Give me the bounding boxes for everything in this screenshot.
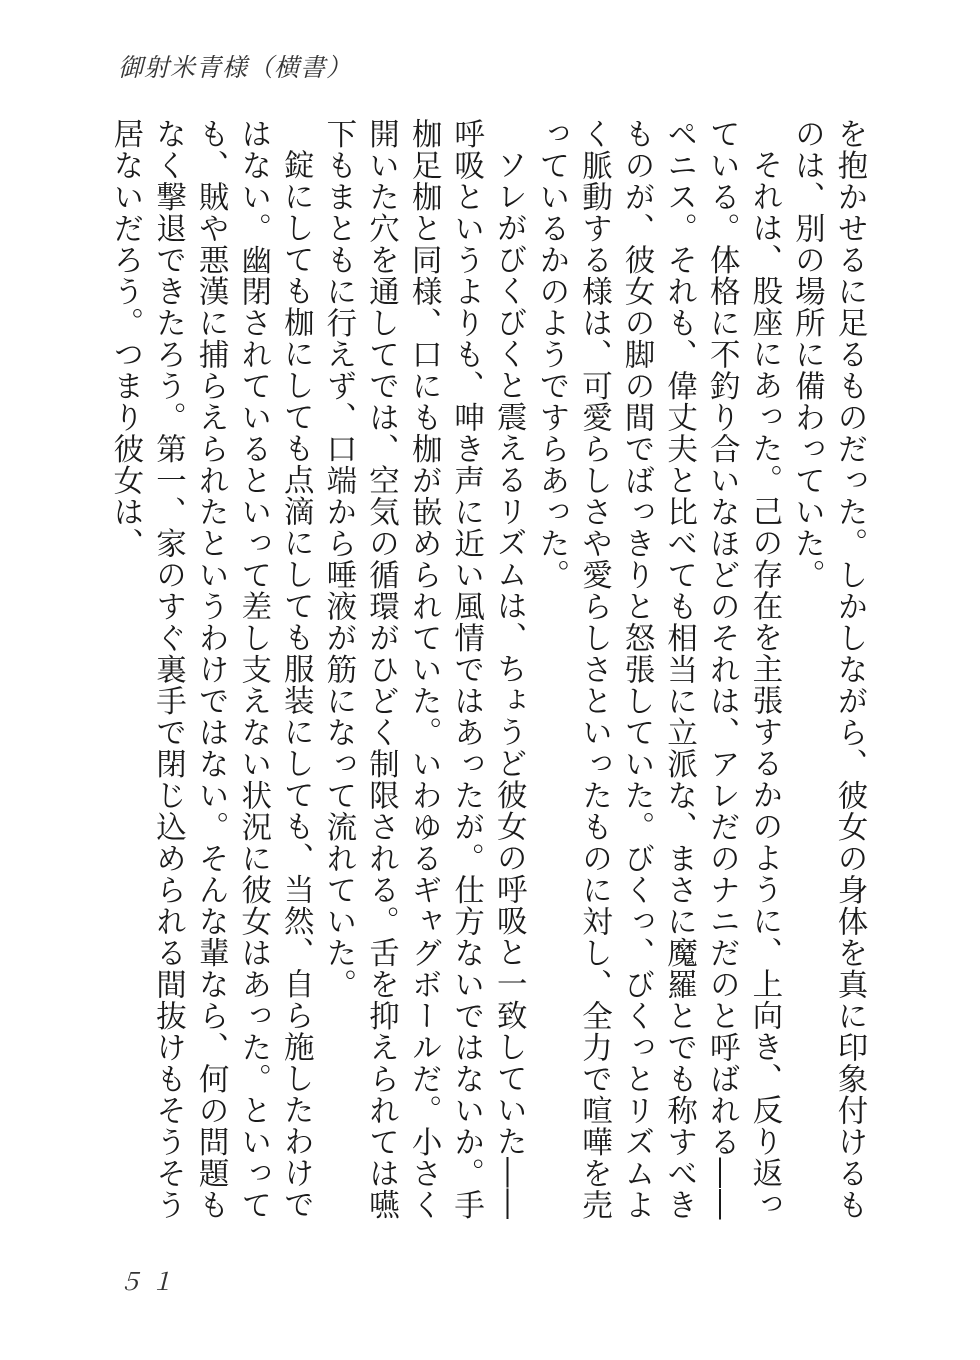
paragraph: を抱かせるに足るものだった。しかしながら、彼女の身体を真に印象付けるものは、別の場所に備わっていた。	[789, 118, 867, 1221]
body-text	[103, 118, 870, 1238]
page-number: ５１	[118, 1268, 182, 1296]
paragraph: 錠にしても枷にしても点滴にしても服装にしても、当然、自ら施したわけではない。幽閉されているといって差し支えない状況に彼女はあった。といっても、賊や悪漢に捕らえられたというわけではない。そんな輩なら、何の問題もなく撃退できたろう。第一、家のすぐ裏手で閉じ込められる間抜けもそうそう居ないだろう。つまり彼女は、	[107, 118, 314, 1221]
running-header: 御射米青様（横書）	[118, 53, 353, 82]
paragraph: それは、股座にあった。己の存在を主張するかのように、上向き、反り返っている。体格に不釣り合いなほどのそれは、アレだのナニだのと呼ばれる――ペニス。それも、偉丈夫と比べても相当に立派な、まさに魔羅とでも称すべきものが、彼女の脚の間でばっきりと怒張していた。びくっ、びくっとリズムよく脈動する様は、可愛らしさや愛らしさといったものに対し、全力で喧嘩を売っているかのようですらあった。	[533, 118, 782, 1221]
paragraph: ソレがびくびくと震えるリズムは、ちょうど彼女の呼吸と一致していた――呼吸というよりも、呻き声に近い風情ではあったが。仕方ないではないか。手枷足枷と同様、口にも枷が嵌められていた。いわゆるギャグボールだ。小さく開いた穴を通してでは、空気の循環がひどく制限される。舌を抑えられては嚥下もまともに行えず、口端から唾液が筋になって流れていた。	[320, 118, 527, 1221]
